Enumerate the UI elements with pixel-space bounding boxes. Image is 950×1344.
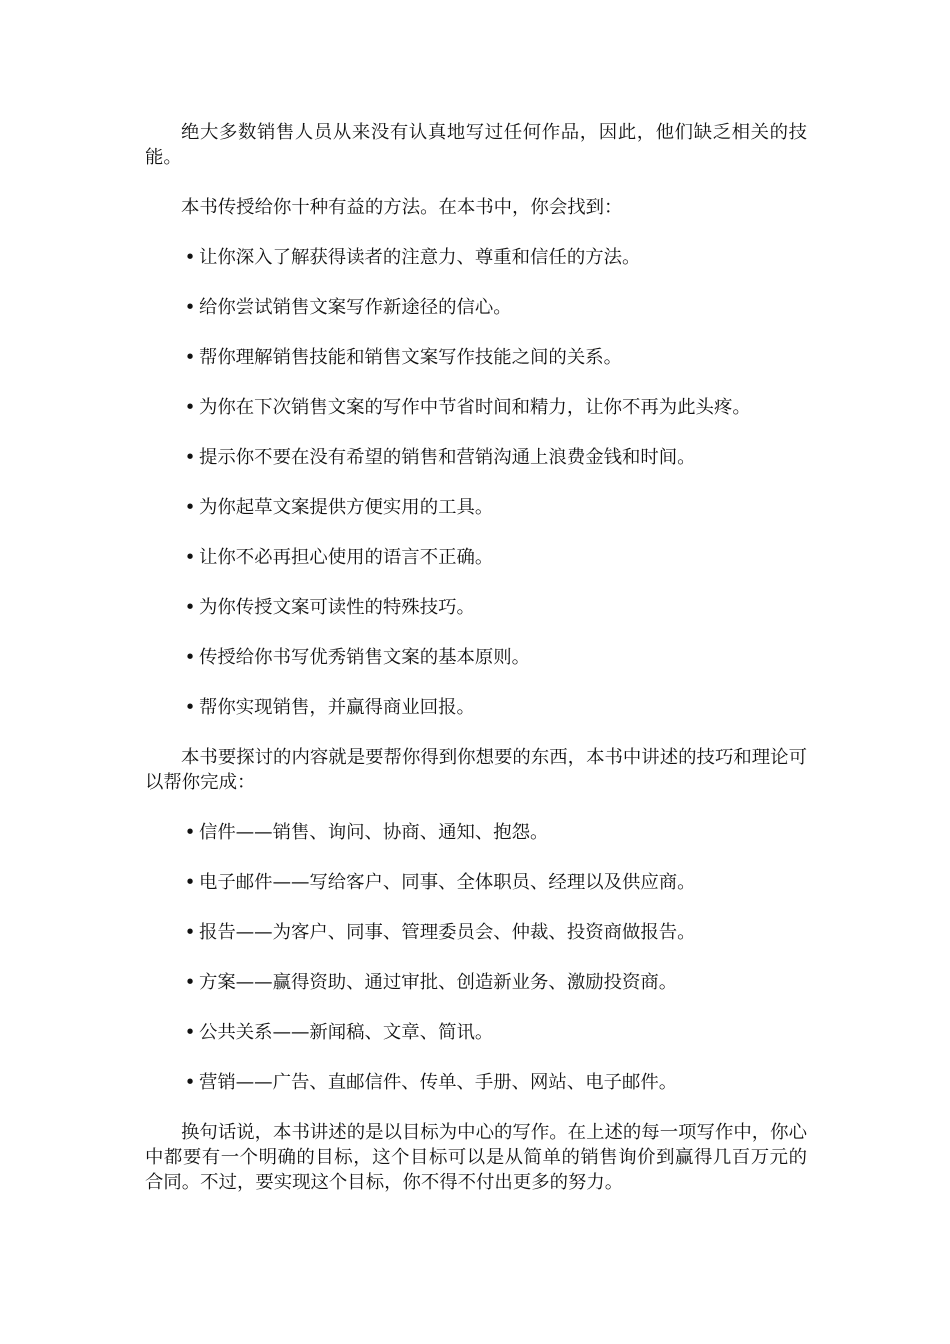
list-item-text: 传授给你书写优秀销售文案的基本原则。 — [199, 647, 531, 668]
list-item-text: 帮你实现销售，并赢得商业回报。 — [199, 697, 475, 718]
list-item — [145, 820, 807, 845]
bullet-icon: • — [184, 447, 196, 468]
bullet-icon: • — [184, 547, 196, 568]
list-item — [145, 395, 807, 420]
list-item — [145, 920, 807, 945]
list-item — [145, 345, 807, 370]
list-item — [145, 445, 807, 470]
list-item — [145, 1020, 807, 1045]
list-item-text: 让你深入了解获得读者的注意力、尊重和信任的方法。 — [199, 247, 641, 268]
bullet-icon: • — [184, 872, 196, 893]
list-item-text: 方案——赢得资助、通过审批、创造新业务、激励投资商。 — [199, 972, 678, 993]
list-item — [145, 645, 807, 670]
benefits-list — [145, 245, 807, 720]
list-item-text: 公共关系——新闻稿、文章、简讯。 — [199, 1022, 494, 1043]
bullet-icon: • — [184, 922, 196, 943]
list-item — [145, 245, 807, 270]
list-item-text: 给你尝试销售文案写作新途径的信心。 — [199, 297, 512, 318]
list-item — [145, 970, 807, 995]
list-item-text: 报告——为客户、同事、管理委员会、仲裁、投资商做报告。 — [199, 922, 696, 943]
list-item — [145, 295, 807, 320]
list-item — [145, 1070, 807, 1095]
list-item-text: 提示你不要在没有希望的销售和营销沟通上浪费金钱和时间。 — [199, 447, 696, 468]
bullet-icon: • — [184, 647, 196, 668]
writing-types-list — [145, 820, 807, 1095]
bullet-icon: • — [184, 397, 196, 418]
bullet-icon: • — [184, 1022, 196, 1043]
list-item-text: 为你起草文案提供方便实用的工具。 — [199, 497, 494, 518]
bullet-icon: • — [184, 497, 196, 518]
list-item-text: 电子邮件——写给客户、同事、全体职员、经理以及供应商。 — [199, 872, 696, 893]
intro-paragraph: 绝大多数销售人员从来没有认真地写过任何作品，因此，他们缺乏相关的技能。 — [145, 122, 807, 168]
conclusion-paragraph: 换句话说，本书讲述的是以目标为中心的写作。在上述的每一项写作中，你心中都要有一个明确的目标，这个目标可以是从简单的销售询价到赢得几百万元的合同。不过，要实现这个目标，你不得不付出更多的努力。 — [145, 1122, 807, 1193]
bullet-icon: • — [184, 297, 196, 318]
bullet-icon: • — [184, 247, 196, 268]
document-page — [145, 120, 807, 1220]
list-item-text: 帮你理解销售技能和销售文案写作技能之间的关系。 — [199, 347, 622, 368]
list-item — [145, 870, 807, 895]
list-item-text: 让你不必再担心使用的语言不正确。 — [199, 547, 494, 568]
bullet-icon: • — [184, 697, 196, 718]
bullet-icon: • — [184, 822, 196, 843]
methods-intro-paragraph: 本书传授给你十种有益的方法。在本书中，你会找到： — [181, 197, 623, 218]
topics-intro-paragraph: 本书要探讨的内容就是要帮你得到你想要的东西，本书中讲述的技巧和理论可以帮你完成： — [145, 747, 807, 793]
list-item — [145, 495, 807, 520]
bullet-icon: • — [184, 597, 196, 618]
bullet-icon: • — [184, 972, 196, 993]
bullet-icon: • — [184, 1072, 196, 1093]
bullet-icon: • — [184, 347, 196, 368]
list-item-text: 营销——广告、直邮信件、传单、手册、网站、电子邮件。 — [199, 1072, 678, 1093]
list-item — [145, 545, 807, 570]
list-item — [145, 695, 807, 720]
list-item-text: 信件——销售、询问、协商、通知、抱怨。 — [199, 822, 549, 843]
list-item-text: 为你传授文案可读性的特殊技巧。 — [199, 597, 475, 618]
list-item-text: 为你在下次销售文案的写作中节省时间和精力，让你不再为此头疼。 — [199, 397, 751, 418]
list-item — [145, 595, 807, 620]
